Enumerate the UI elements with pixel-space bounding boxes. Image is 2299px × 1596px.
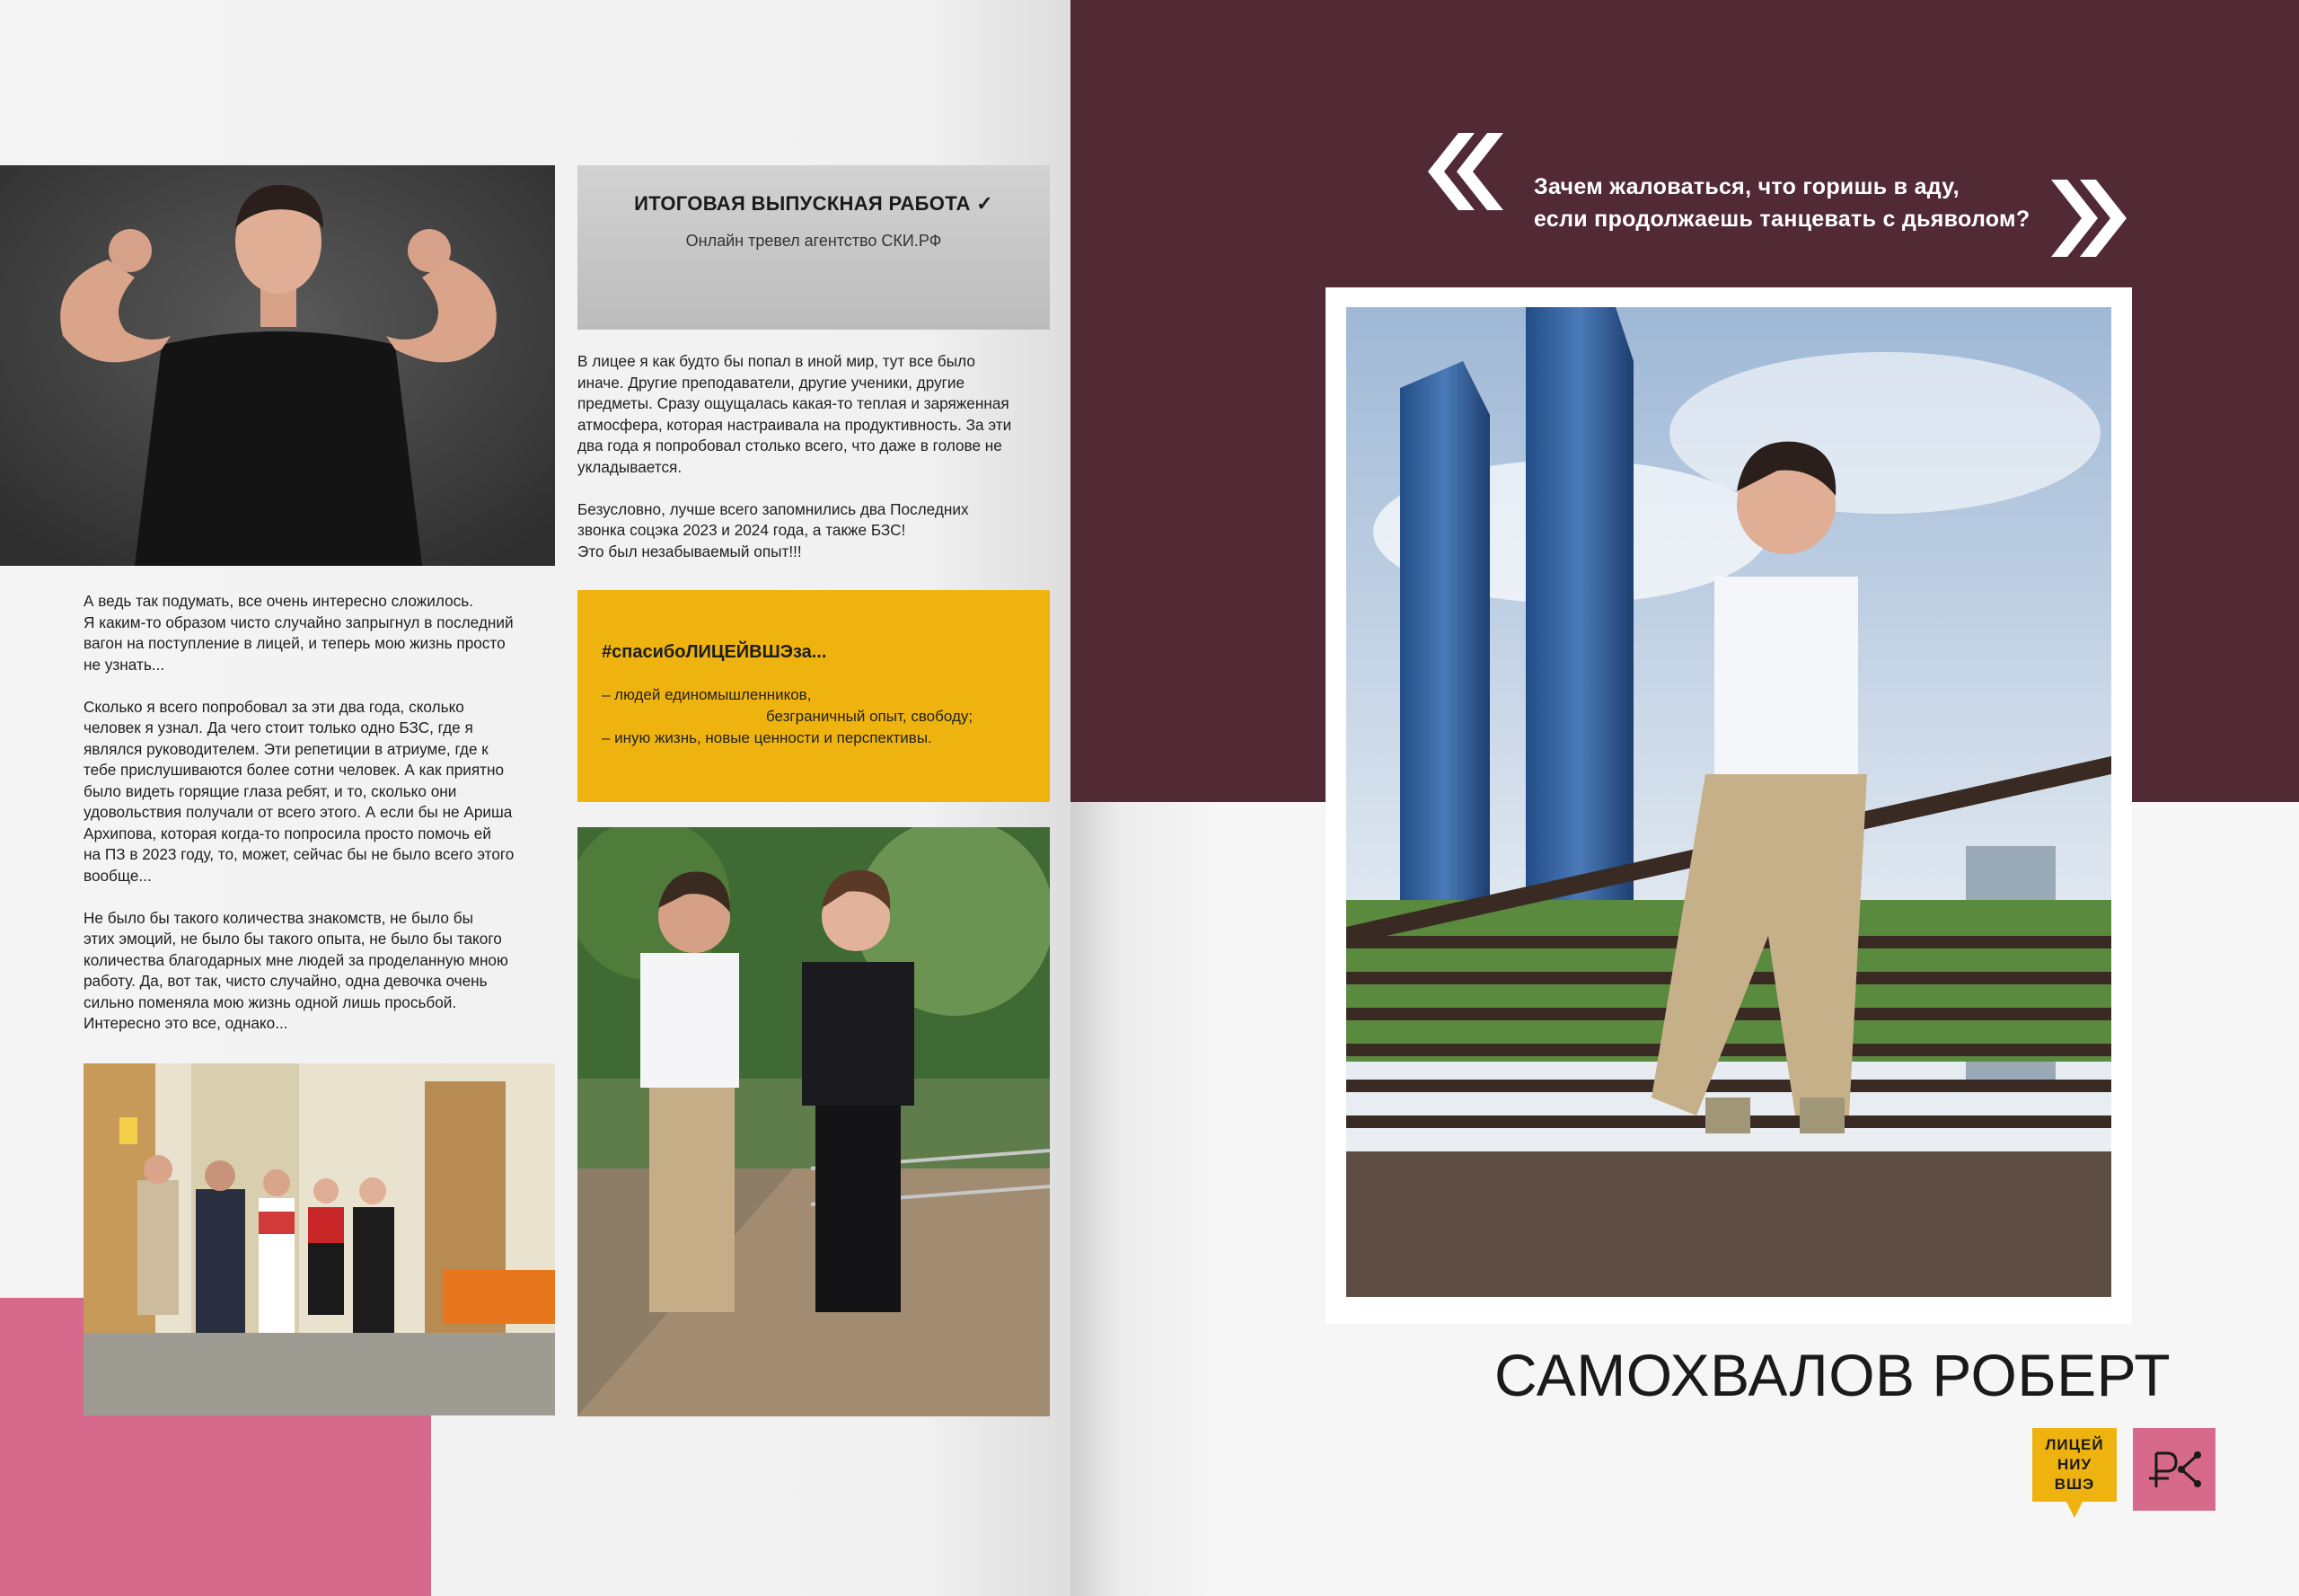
student-name: САМОХВАЛОВ РОБЕРТ: [1494, 1342, 2171, 1408]
photo-group-corridor: [84, 1063, 555, 1415]
final-project-subtitle: Онлайн тревел агентство СКИ.РФ: [685, 232, 942, 250]
quote-text: Зачем жаловаться, что горишь в аду, если продолжаешь танцевать с дьяволом?: [1534, 174, 2030, 232]
thanks-line-1: – людей единомышленников,: [602, 686, 812, 703]
photo-main-portrait: [1346, 307, 2111, 1297]
thanks-hashtag: #спасибоЛИЦЕЙВШЭза...: [602, 642, 827, 662]
final-project-title-text: ИТОГОВАЯ ВЫПУСКНАЯ РАБОТА: [634, 192, 971, 215]
logo-line-2: НИУ: [2057, 1456, 2092, 1473]
quote-open-icon: [1428, 133, 1503, 210]
experience-story-text: А ведь так подумать, все очень интересно сложилось. Я каким-то образом чисто случайно запрыгнул в последний вагон на поступление в лицей, и теперь мою жизнь просто не узнать... Сколько я всего попробовал за эти два года, сколько человек я узнал. Да чего стоит только одно БЗС, где я являлся руководителем. Эти репетиции в атриуме, где к тебе прислушиваются более сотни человек. А как приятно было видеть горящие глаза ребят, и то, сколько они удовольствия получали от всего этого. А если бы не Ариша Архипова, которая когда-то попросила просто помочь ей на ПЗ в 2023 году, то, может, сейчас бы не было всего этого вообще... Не было бы такого количества знакомств, не было бы этих эмоций, не было бы такого опыта, не было бы такого количества благодарных мне людей за проделанную мною работу. Да, вот так, чисто случайно, одна девочка очень сильно поменяла мою жизнь одной лишь просьбой. Интересно это все, однако...: [84, 592, 515, 1032]
final-project-title: [577, 192, 1050, 216]
photo-friends-walking: [577, 827, 1050, 1416]
lyceum-story-text: В лицее я как будто бы попал в иной мир, тут все было иначе. Другие преподаватели, другие ученики, другие предметы. Сразу ощущалась какая-то теплая и заряженная атмосфера, которая настраивала на продуктивность. За эти два года я попробовал столько всего, что даже в голове не укладывается. Безусловно, лучше всего запомнились два Последних звонка соцэка 2023 и 2024 года, а также БЗС! Это был незабываемый опыт!!!: [577, 352, 1012, 560]
thanks-box: [577, 590, 1050, 802]
ruble-share-logo: [2133, 1428, 2215, 1511]
final-project-box: [577, 165, 1050, 330]
thanks-line-2: безграничный опыт, свободу;: [766, 708, 973, 725]
quote-close-icon: [2051, 180, 2127, 257]
lyceum-hse-logo: [2032, 1428, 2117, 1511]
logo-line-1: ЛИЦЕЙ: [2045, 1436, 2104, 1453]
thanks-line-3: – иную жизнь, новые ценности и перспективы.: [602, 729, 932, 746]
logo-line-3: ВШЭ: [2054, 1476, 2095, 1493]
photo-flexing-portrait: [0, 165, 555, 566]
main-photo-frame: [1326, 287, 2132, 1324]
check-icon: ✓: [976, 192, 993, 215]
